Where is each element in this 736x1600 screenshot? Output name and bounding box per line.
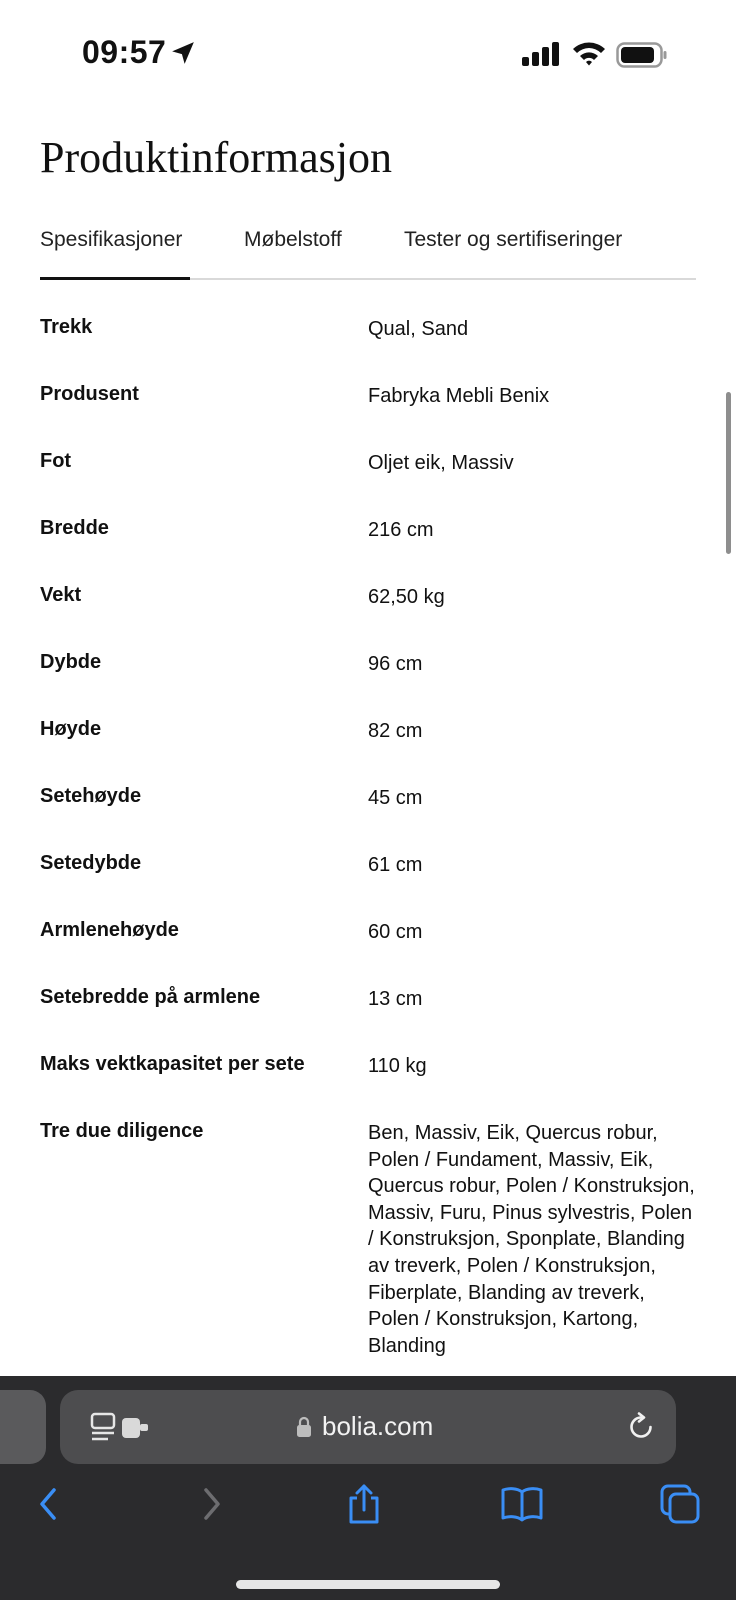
battery-icon <box>616 42 668 68</box>
spec-label: Vekt <box>40 584 82 606</box>
spec-label: Maks vektkapasitet per sete <box>40 1053 305 1075</box>
status-time: 09:57 <box>82 34 167 70</box>
reload-icon[interactable] <box>626 1412 656 1442</box>
browser-toolbar <box>0 1376 736 1600</box>
spec-label: Produsent <box>40 383 139 405</box>
share-button[interactable] <box>340 1480 388 1528</box>
spec-value: 60 cm <box>368 921 423 943</box>
page-title: Produktinformasjon <box>40 133 392 182</box>
spec-row <box>40 1053 696 1120</box>
reader-view-icon[interactable] <box>90 1412 152 1444</box>
spec-row <box>40 1120 696 1390</box>
spec-row <box>40 785 696 852</box>
active-tab-indicator <box>40 277 190 280</box>
spec-label: Dybde <box>40 651 102 673</box>
tabs-overview-icon <box>656 1480 704 1528</box>
book-icon <box>498 1480 546 1528</box>
forward-button[interactable] <box>186 1480 234 1528</box>
url-text[interactable]: bolia.com <box>322 1411 434 1441</box>
spec-label: Setehøyde <box>40 785 142 807</box>
chevron-right-icon <box>186 1480 234 1528</box>
spec-value: 61 cm <box>368 854 423 876</box>
back-button[interactable] <box>26 1480 74 1528</box>
home-indicator <box>236 1580 500 1589</box>
lock-icon <box>296 1416 312 1438</box>
spec-value: Qual, Sand <box>368 318 469 340</box>
spec-value: 82 cm <box>368 720 423 742</box>
cellular-signal-icon <box>522 42 560 66</box>
spec-value: 62,50 kg <box>368 586 445 608</box>
spec-label: Armlenehøyde <box>40 919 179 941</box>
spec-label: Bredde <box>40 517 109 539</box>
spec-row <box>40 450 696 517</box>
spec-row <box>40 651 696 718</box>
spec-label: Setebredde på armlene <box>40 986 261 1008</box>
wifi-icon <box>572 40 606 66</box>
spec-value: Oljet eik, Massiv <box>368 452 514 474</box>
previous-tab-preview[interactable] <box>0 1390 46 1464</box>
bookmarks-button[interactable] <box>498 1480 546 1528</box>
chevron-left-icon <box>26 1480 74 1528</box>
tab-tester-og-sertifiseringer[interactable]: Tester og sertifiseringer <box>404 228 623 251</box>
spec-label: Setedybde <box>40 852 142 874</box>
spec-row <box>40 718 696 785</box>
tabs-button[interactable] <box>656 1480 704 1528</box>
spec-value: 96 cm <box>368 653 423 675</box>
scrollbar-thumb[interactable] <box>726 392 731 554</box>
spec-label: Høyde <box>40 718 102 740</box>
spec-row <box>40 383 696 450</box>
spec-row <box>40 316 696 383</box>
spec-row <box>40 986 696 1053</box>
location-arrow-icon <box>170 40 196 66</box>
tab-mobelstoff[interactable]: Møbelstoff <box>244 228 342 251</box>
tab-bar <box>40 228 696 280</box>
address-bar[interactable] <box>60 1390 676 1464</box>
spec-row <box>40 852 696 919</box>
spec-value: 45 cm <box>368 787 423 809</box>
spec-list <box>40 316 696 1390</box>
spec-value: 13 cm <box>368 988 423 1010</box>
share-icon <box>340 1480 388 1528</box>
spec-value: 216 cm <box>368 519 434 541</box>
spec-value: Ben, Massiv, Eik, Quercus robur, Polen / Fundament, Massiv, Eik, Quercus robur, Polen / Konstruksjon, Massiv, Furu, Pinus sylvestris, Polen / Konstruksjon, Sponplate, Blanding av treverk, Polen / Konstruksjon, Fiberplate, Blanding av treverk, Polen / Konstruksjon, Kartong, Blanding <box>368 1122 695 1357</box>
spec-label: Trekk <box>40 316 93 338</box>
tab-spesifikasjoner[interactable]: Spesifikasjoner <box>40 228 183 251</box>
spec-label: Tre due diligence <box>40 1120 204 1142</box>
spec-row <box>40 584 696 651</box>
spec-row <box>40 919 696 986</box>
spec-value: Fabryka Mebli Benix <box>368 385 550 407</box>
spec-value: 110 kg <box>368 1055 427 1077</box>
spec-row <box>40 517 696 584</box>
status-bar <box>0 0 736 100</box>
spec-label: Fot <box>40 450 72 472</box>
